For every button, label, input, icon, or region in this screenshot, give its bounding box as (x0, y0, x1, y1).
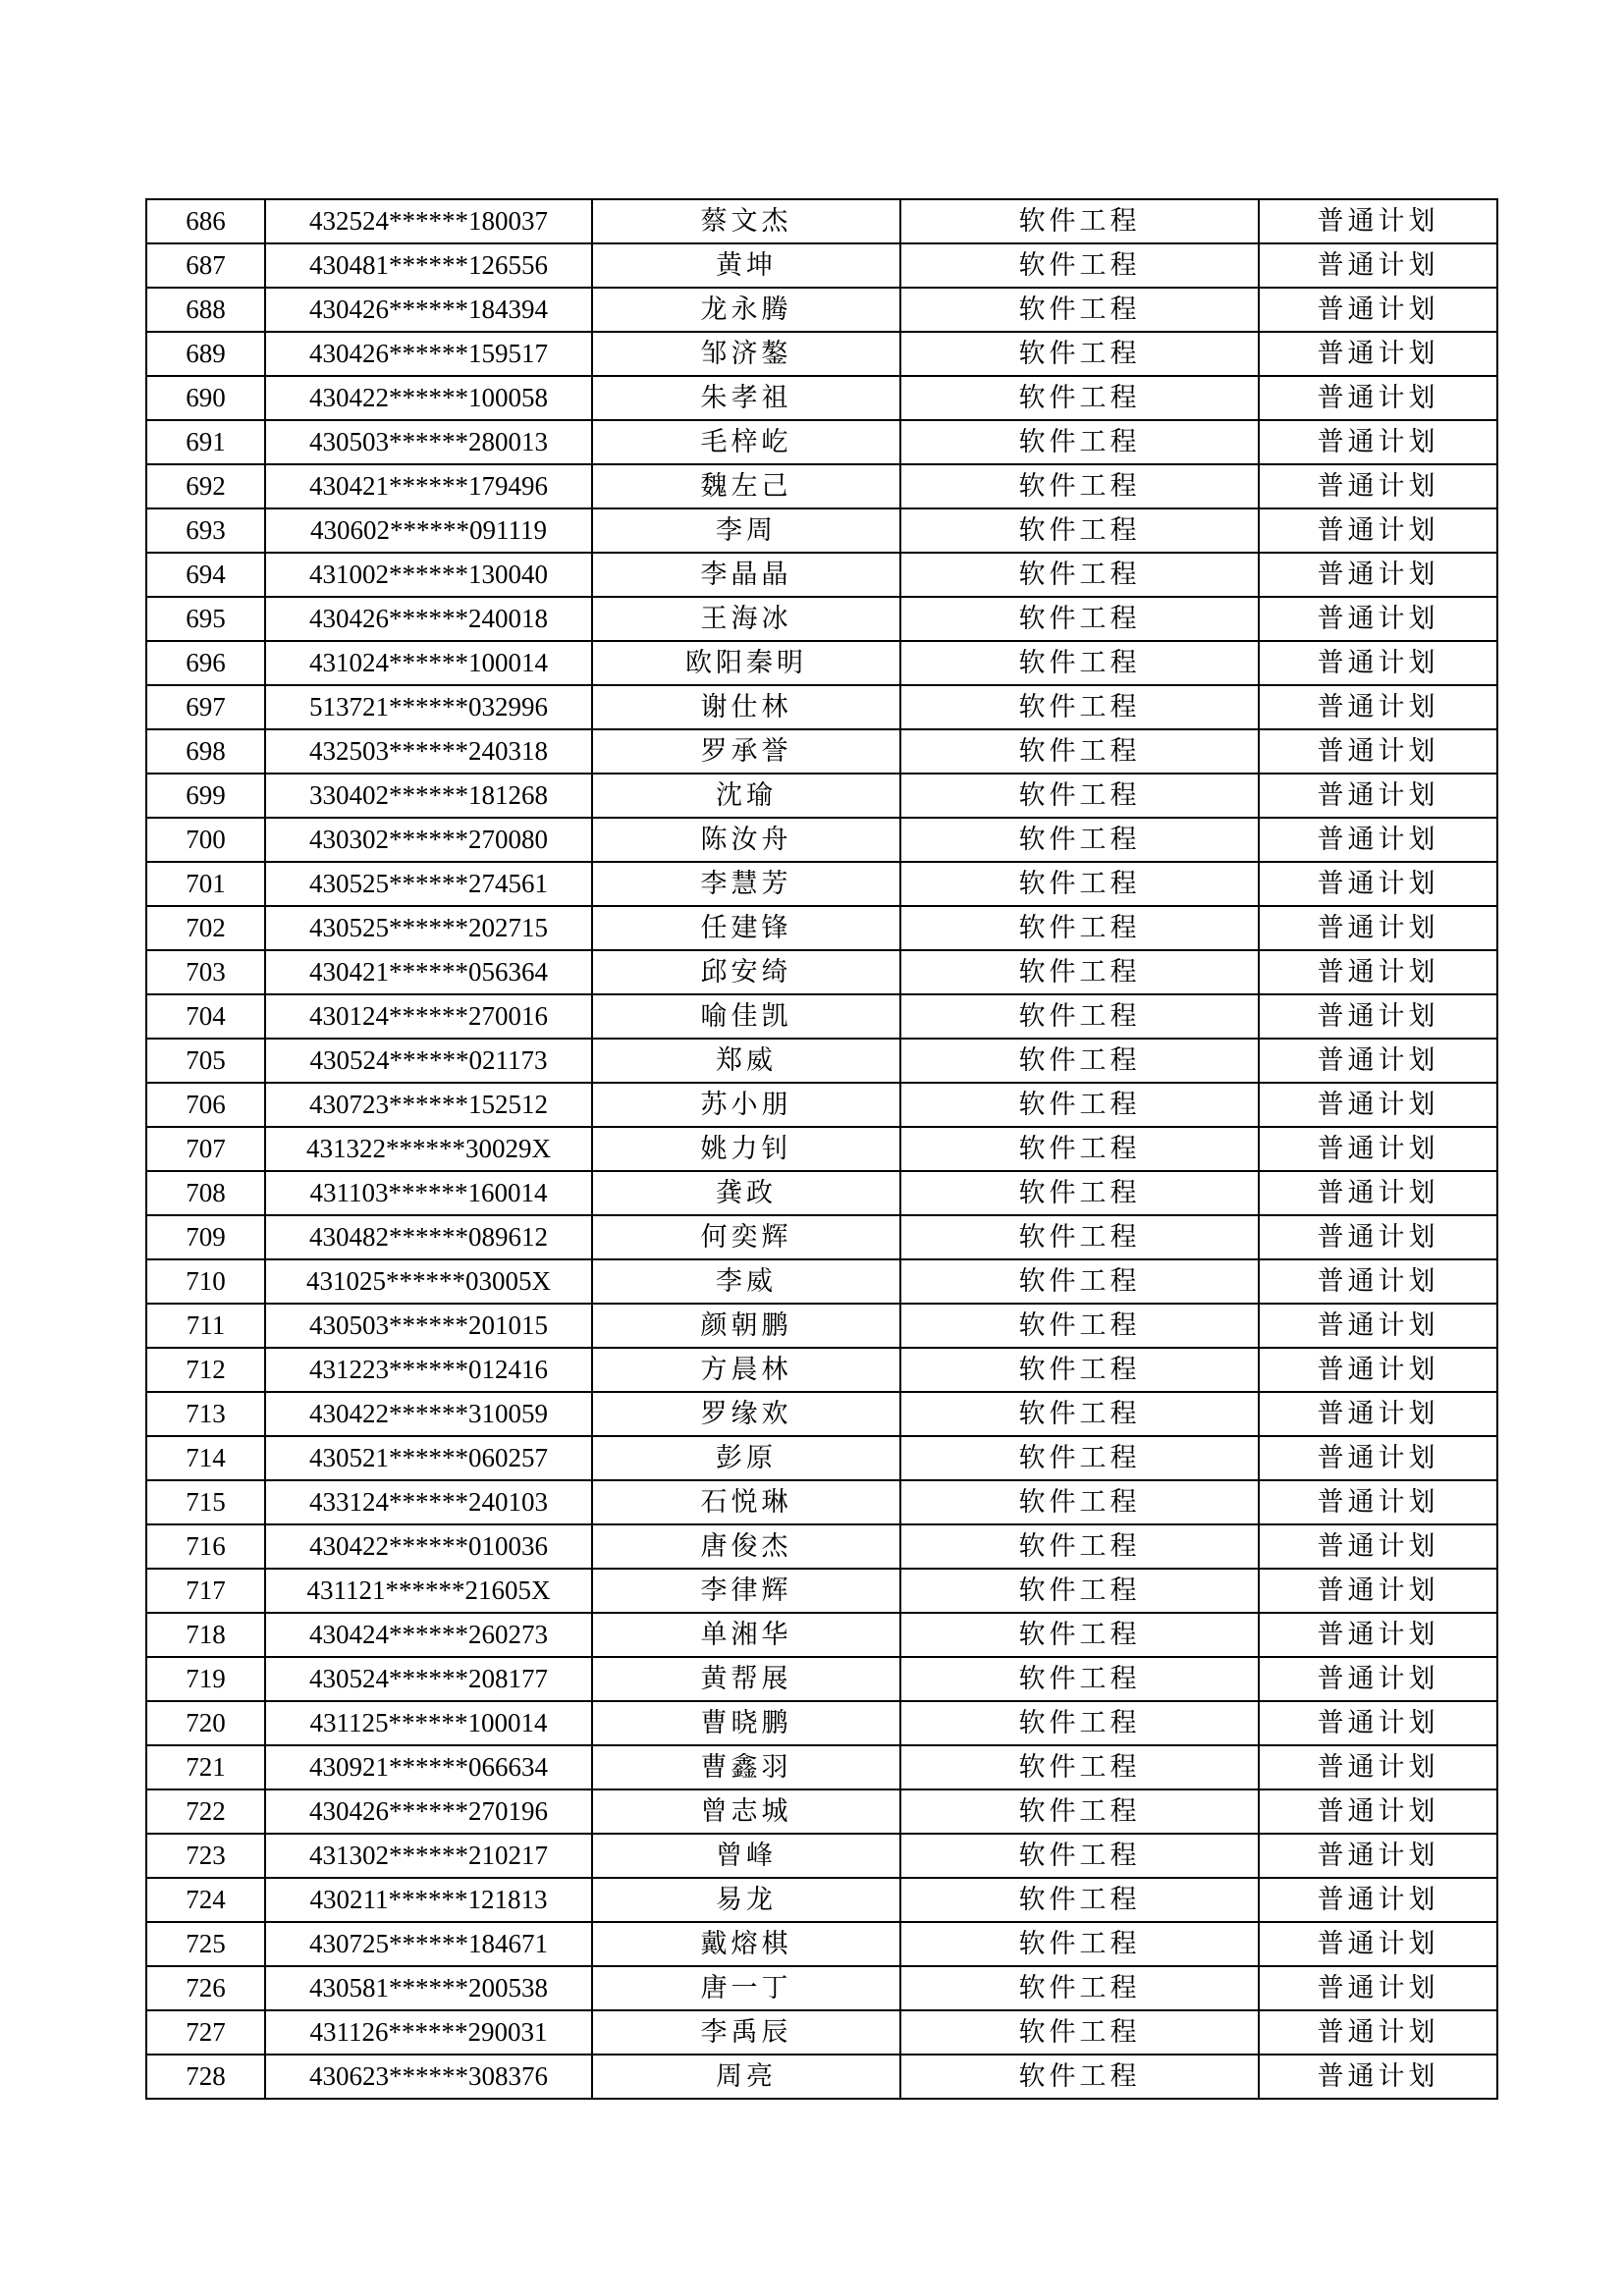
student-name-cell: 方晨林 (592, 1348, 900, 1392)
major-cell: 软件工程 (900, 1304, 1259, 1348)
student-name-cell: 王海冰 (592, 597, 900, 641)
table-row (146, 1789, 1497, 1834)
major-cell: 软件工程 (900, 1613, 1259, 1657)
plan-type-cell: 普通计划 (1259, 1392, 1497, 1436)
row-number-cell: 727 (146, 2010, 265, 2055)
student-name-cell: 曹鑫羽 (592, 1745, 900, 1789)
student-name-cell: 谢仕林 (592, 685, 900, 729)
id-number-cell: 430482******089612 (265, 1215, 592, 1259)
id-number-cell: 513721******032996 (265, 685, 592, 729)
row-number-cell: 712 (146, 1348, 265, 1392)
id-number-cell: 430503******201015 (265, 1304, 592, 1348)
plan-type-cell: 普通计划 (1259, 2055, 1497, 2099)
row-number-cell: 719 (146, 1657, 265, 1701)
table-row (146, 1392, 1497, 1436)
table-row (146, 1480, 1497, 1524)
id-number-cell: 430602******091119 (265, 508, 592, 553)
major-cell: 软件工程 (900, 1171, 1259, 1215)
major-cell: 软件工程 (900, 376, 1259, 420)
major-cell: 软件工程 (900, 862, 1259, 906)
major-cell: 软件工程 (900, 774, 1259, 818)
major-cell: 软件工程 (900, 288, 1259, 332)
student-name-cell: 黄坤 (592, 243, 900, 288)
id-number-cell: 430481******126556 (265, 243, 592, 288)
row-number-cell: 705 (146, 1039, 265, 1083)
student-name-cell: 易龙 (592, 1878, 900, 1922)
table-row (146, 862, 1497, 906)
major-cell: 软件工程 (900, 641, 1259, 685)
plan-type-cell: 普通计划 (1259, 1436, 1497, 1480)
plan-type-cell: 普通计划 (1259, 1789, 1497, 1834)
id-number-cell: 432503******240318 (265, 729, 592, 774)
row-number-cell: 689 (146, 332, 265, 376)
row-number-cell: 723 (146, 1834, 265, 1878)
id-number-cell: 430421******056364 (265, 950, 592, 994)
id-number-cell: 431025******03005X (265, 1259, 592, 1304)
student-name-cell: 李威 (592, 1259, 900, 1304)
table-row (146, 2055, 1497, 2099)
student-name-cell: 邱安绮 (592, 950, 900, 994)
table-row (146, 508, 1497, 553)
row-number-cell: 708 (146, 1171, 265, 1215)
major-cell: 软件工程 (900, 553, 1259, 597)
table-row (146, 1083, 1497, 1127)
id-number-cell: 430302******270080 (265, 818, 592, 862)
major-cell: 软件工程 (900, 1259, 1259, 1304)
id-number-cell: 430623******308376 (265, 2055, 592, 2099)
row-number-cell: 724 (146, 1878, 265, 1922)
plan-type-cell: 普通计划 (1259, 1966, 1497, 2010)
student-name-cell: 彭原 (592, 1436, 900, 1480)
plan-type-cell: 普通计划 (1259, 774, 1497, 818)
plan-type-cell: 普通计划 (1259, 641, 1497, 685)
student-name-cell: 任建锋 (592, 906, 900, 950)
plan-type-cell: 普通计划 (1259, 199, 1497, 243)
student-name-cell: 郑威 (592, 1039, 900, 1083)
plan-type-cell: 普通计划 (1259, 950, 1497, 994)
id-number-cell: 430422******310059 (265, 1392, 592, 1436)
plan-type-cell: 普通计划 (1259, 1834, 1497, 1878)
admission-roster-table (145, 198, 1498, 2100)
row-number-cell: 692 (146, 464, 265, 508)
student-name-cell: 唐俊杰 (592, 1524, 900, 1569)
plan-type-cell: 普通计划 (1259, 1657, 1497, 1701)
id-number-cell: 431223******012416 (265, 1348, 592, 1392)
student-name-cell: 唐一丁 (592, 1966, 900, 2010)
major-cell: 软件工程 (900, 332, 1259, 376)
major-cell: 软件工程 (900, 950, 1259, 994)
table-row (146, 1657, 1497, 1701)
row-number-cell: 722 (146, 1789, 265, 1834)
id-number-cell: 430581******200538 (265, 1966, 592, 2010)
table-row (146, 1436, 1497, 1480)
row-number-cell: 706 (146, 1083, 265, 1127)
student-name-cell: 蔡文杰 (592, 199, 900, 243)
table-row (146, 597, 1497, 641)
major-cell: 软件工程 (900, 243, 1259, 288)
table-row (146, 332, 1497, 376)
plan-type-cell: 普通计划 (1259, 818, 1497, 862)
id-number-cell: 430524******021173 (265, 1039, 592, 1083)
id-number-cell: 431103******160014 (265, 1171, 592, 1215)
student-name-cell: 曾志城 (592, 1789, 900, 1834)
major-cell: 软件工程 (900, 1789, 1259, 1834)
table-row (146, 1304, 1497, 1348)
table-row (146, 729, 1497, 774)
row-number-cell: 693 (146, 508, 265, 553)
major-cell: 软件工程 (900, 729, 1259, 774)
table-row (146, 1127, 1497, 1171)
plan-type-cell: 普通计划 (1259, 1083, 1497, 1127)
student-name-cell: 颜朝鹏 (592, 1304, 900, 1348)
student-name-cell: 欧阳秦明 (592, 641, 900, 685)
row-number-cell: 690 (146, 376, 265, 420)
table-row (146, 464, 1497, 508)
row-number-cell: 715 (146, 1480, 265, 1524)
major-cell: 软件工程 (900, 508, 1259, 553)
table-row (146, 774, 1497, 818)
major-cell: 软件工程 (900, 1701, 1259, 1745)
plan-type-cell: 普通计划 (1259, 464, 1497, 508)
id-number-cell: 430124******270016 (265, 994, 592, 1039)
table-row (146, 818, 1497, 862)
row-number-cell: 697 (146, 685, 265, 729)
plan-type-cell: 普通计划 (1259, 685, 1497, 729)
table-row (146, 199, 1497, 243)
major-cell: 软件工程 (900, 1569, 1259, 1613)
table-row (146, 641, 1497, 685)
major-cell: 软件工程 (900, 1966, 1259, 2010)
table-row (146, 1215, 1497, 1259)
major-cell: 软件工程 (900, 1878, 1259, 1922)
plan-type-cell: 普通计划 (1259, 243, 1497, 288)
student-name-cell: 龙永腾 (592, 288, 900, 332)
id-number-cell: 431126******290031 (265, 2010, 592, 2055)
id-number-cell: 430424******260273 (265, 1613, 592, 1657)
id-number-cell: 430525******274561 (265, 862, 592, 906)
row-number-cell: 686 (146, 199, 265, 243)
student-name-cell: 朱孝祖 (592, 376, 900, 420)
id-number-cell: 430421******179496 (265, 464, 592, 508)
table-row (146, 1171, 1497, 1215)
table-row (146, 1834, 1497, 1878)
row-number-cell: 720 (146, 1701, 265, 1745)
major-cell: 软件工程 (900, 1348, 1259, 1392)
row-number-cell: 694 (146, 553, 265, 597)
table-row (146, 376, 1497, 420)
student-name-cell: 李禹辰 (592, 2010, 900, 2055)
plan-type-cell: 普通计划 (1259, 906, 1497, 950)
row-number-cell: 687 (146, 243, 265, 288)
student-name-cell: 石悦琳 (592, 1480, 900, 1524)
table-row (146, 1039, 1497, 1083)
row-number-cell: 726 (146, 1966, 265, 2010)
student-name-cell: 黄帮展 (592, 1657, 900, 1701)
major-cell: 软件工程 (900, 994, 1259, 1039)
id-number-cell: 431024******100014 (265, 641, 592, 685)
student-name-cell: 陈汝舟 (592, 818, 900, 862)
table-row (146, 906, 1497, 950)
table-row (146, 950, 1497, 994)
student-name-cell: 沈瑜 (592, 774, 900, 818)
plan-type-cell: 普通计划 (1259, 1039, 1497, 1083)
row-number-cell: 688 (146, 288, 265, 332)
plan-type-cell: 普通计划 (1259, 1171, 1497, 1215)
plan-type-cell: 普通计划 (1259, 1215, 1497, 1259)
major-cell: 软件工程 (900, 1834, 1259, 1878)
id-number-cell: 430725******184671 (265, 1922, 592, 1966)
table-row (146, 1348, 1497, 1392)
row-number-cell: 695 (146, 597, 265, 641)
row-number-cell: 707 (146, 1127, 265, 1171)
roster-body (146, 199, 1497, 2099)
id-number-cell: 431121******21605X (265, 1569, 592, 1613)
student-name-cell: 罗承誉 (592, 729, 900, 774)
row-number-cell: 714 (146, 1436, 265, 1480)
student-name-cell: 周亮 (592, 2055, 900, 2099)
plan-type-cell: 普通计划 (1259, 332, 1497, 376)
id-number-cell: 431002******130040 (265, 553, 592, 597)
student-name-cell: 姚力钊 (592, 1127, 900, 1171)
plan-type-cell: 普通计划 (1259, 729, 1497, 774)
student-name-cell: 曾峰 (592, 1834, 900, 1878)
id-number-cell: 430503******280013 (265, 420, 592, 464)
id-number-cell: 430723******152512 (265, 1083, 592, 1127)
plan-type-cell: 普通计划 (1259, 376, 1497, 420)
id-number-cell: 430422******010036 (265, 1524, 592, 1569)
table-row (146, 1966, 1497, 2010)
plan-type-cell: 普通计划 (1259, 862, 1497, 906)
row-number-cell: 698 (146, 729, 265, 774)
student-name-cell: 曹晓鹏 (592, 1701, 900, 1745)
student-name-cell: 魏左己 (592, 464, 900, 508)
id-number-cell: 431322******30029X (265, 1127, 592, 1171)
row-number-cell: 728 (146, 2055, 265, 2099)
plan-type-cell: 普通计划 (1259, 1922, 1497, 1966)
id-number-cell: 431125******100014 (265, 1701, 592, 1745)
id-number-cell: 430426******159517 (265, 332, 592, 376)
plan-type-cell: 普通计划 (1259, 994, 1497, 1039)
major-cell: 软件工程 (900, 199, 1259, 243)
major-cell: 软件工程 (900, 1922, 1259, 1966)
row-number-cell: 699 (146, 774, 265, 818)
table-row (146, 1701, 1497, 1745)
id-number-cell: 430211******121813 (265, 1878, 592, 1922)
id-number-cell: 430426******184394 (265, 288, 592, 332)
student-name-cell: 李周 (592, 508, 900, 553)
table-row (146, 1745, 1497, 1789)
plan-type-cell: 普通计划 (1259, 1348, 1497, 1392)
table-row (146, 420, 1497, 464)
row-number-cell: 702 (146, 906, 265, 950)
major-cell: 软件工程 (900, 1215, 1259, 1259)
row-number-cell: 716 (146, 1524, 265, 1569)
major-cell: 软件工程 (900, 1392, 1259, 1436)
table-row (146, 288, 1497, 332)
plan-type-cell: 普通计划 (1259, 288, 1497, 332)
table-row (146, 1524, 1497, 1569)
id-number-cell: 430426******270196 (265, 1789, 592, 1834)
id-number-cell: 330402******181268 (265, 774, 592, 818)
row-number-cell: 710 (146, 1259, 265, 1304)
id-number-cell: 430921******066634 (265, 1745, 592, 1789)
plan-type-cell: 普通计划 (1259, 553, 1497, 597)
row-number-cell: 725 (146, 1922, 265, 1966)
row-number-cell: 701 (146, 862, 265, 906)
major-cell: 软件工程 (900, 1436, 1259, 1480)
student-name-cell: 单湘华 (592, 1613, 900, 1657)
student-name-cell: 毛梓屹 (592, 420, 900, 464)
table-row (146, 1878, 1497, 1922)
major-cell: 软件工程 (900, 464, 1259, 508)
id-number-cell: 432524******180037 (265, 199, 592, 243)
plan-type-cell: 普通计划 (1259, 1524, 1497, 1569)
id-number-cell: 433124******240103 (265, 1480, 592, 1524)
row-number-cell: 709 (146, 1215, 265, 1259)
id-number-cell: 430426******240018 (265, 597, 592, 641)
table-row (146, 1569, 1497, 1613)
major-cell: 软件工程 (900, 685, 1259, 729)
table-row (146, 2010, 1497, 2055)
table-row (146, 1922, 1497, 1966)
row-number-cell: 711 (146, 1304, 265, 1348)
id-number-cell: 430524******208177 (265, 1657, 592, 1701)
row-number-cell: 691 (146, 420, 265, 464)
table-row (146, 1259, 1497, 1304)
major-cell: 软件工程 (900, 1524, 1259, 1569)
major-cell: 软件工程 (900, 1657, 1259, 1701)
student-name-cell: 李晶晶 (592, 553, 900, 597)
row-number-cell: 717 (146, 1569, 265, 1613)
row-number-cell: 718 (146, 1613, 265, 1657)
major-cell: 软件工程 (900, 420, 1259, 464)
major-cell: 软件工程 (900, 1480, 1259, 1524)
major-cell: 软件工程 (900, 2010, 1259, 2055)
student-name-cell: 李慧芳 (592, 862, 900, 906)
id-number-cell: 430525******202715 (265, 906, 592, 950)
row-number-cell: 721 (146, 1745, 265, 1789)
major-cell: 软件工程 (900, 1039, 1259, 1083)
plan-type-cell: 普通计划 (1259, 1259, 1497, 1304)
table-row (146, 1613, 1497, 1657)
plan-type-cell: 普通计划 (1259, 1480, 1497, 1524)
plan-type-cell: 普通计划 (1259, 1127, 1497, 1171)
row-number-cell: 713 (146, 1392, 265, 1436)
id-number-cell: 430422******100058 (265, 376, 592, 420)
row-number-cell: 703 (146, 950, 265, 994)
id-number-cell: 430521******060257 (265, 1436, 592, 1480)
major-cell: 软件工程 (900, 906, 1259, 950)
student-name-cell: 龚政 (592, 1171, 900, 1215)
plan-type-cell: 普通计划 (1259, 508, 1497, 553)
student-name-cell: 喻佳凯 (592, 994, 900, 1039)
plan-type-cell: 普通计划 (1259, 1304, 1497, 1348)
row-number-cell: 704 (146, 994, 265, 1039)
plan-type-cell: 普通计划 (1259, 1613, 1497, 1657)
plan-type-cell: 普通计划 (1259, 1878, 1497, 1922)
student-name-cell: 何奕辉 (592, 1215, 900, 1259)
student-name-cell: 李律辉 (592, 1569, 900, 1613)
row-number-cell: 700 (146, 818, 265, 862)
plan-type-cell: 普通计划 (1259, 2010, 1497, 2055)
table-row (146, 994, 1497, 1039)
table-row (146, 243, 1497, 288)
plan-type-cell: 普通计划 (1259, 1745, 1497, 1789)
plan-type-cell: 普通计划 (1259, 597, 1497, 641)
major-cell: 软件工程 (900, 818, 1259, 862)
major-cell: 软件工程 (900, 597, 1259, 641)
student-name-cell: 戴熔棋 (592, 1922, 900, 1966)
table-row (146, 553, 1497, 597)
major-cell: 软件工程 (900, 1083, 1259, 1127)
id-number-cell: 431302******210217 (265, 1834, 592, 1878)
plan-type-cell: 普通计划 (1259, 1701, 1497, 1745)
student-name-cell: 苏小朋 (592, 1083, 900, 1127)
plan-type-cell: 普通计划 (1259, 420, 1497, 464)
row-number-cell: 696 (146, 641, 265, 685)
table-row (146, 685, 1497, 729)
major-cell: 软件工程 (900, 1745, 1259, 1789)
student-name-cell: 邹济鏊 (592, 332, 900, 376)
major-cell: 软件工程 (900, 2055, 1259, 2099)
plan-type-cell: 普通计划 (1259, 1569, 1497, 1613)
major-cell: 软件工程 (900, 1127, 1259, 1171)
student-name-cell: 罗缘欢 (592, 1392, 900, 1436)
